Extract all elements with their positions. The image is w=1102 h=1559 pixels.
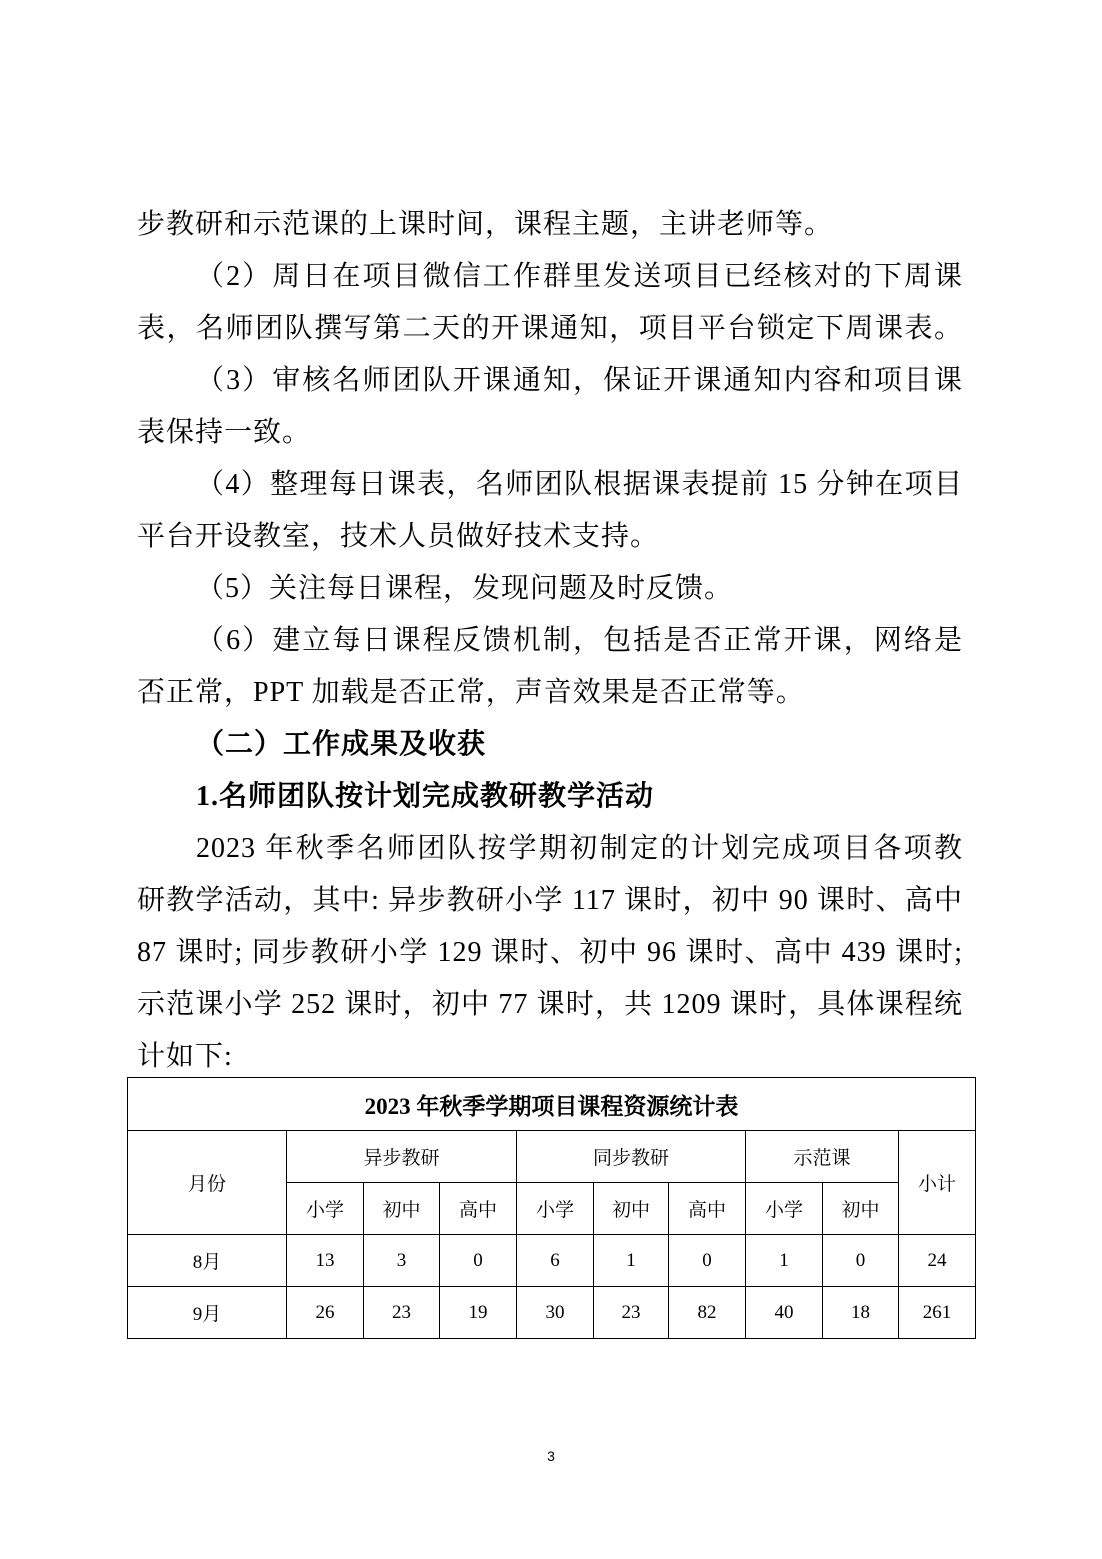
month-header: 月份 [128, 1131, 287, 1235]
paragraph-item-5 [137, 563, 963, 615]
level-header: 高中 [669, 1183, 746, 1235]
text-line: 2023 年秋季名师团队按学期初制定的计划完成项目各项教 [196, 833, 963, 864]
level-header: 小学 [517, 1183, 594, 1235]
section-heading: （二）工作成果及收获 [196, 729, 487, 760]
text-line: 研教学活动，其中: 异步教研小学 117 课时，初中 90 课时、高中 [137, 885, 963, 916]
paragraph-item-4 [137, 459, 963, 563]
value-cell: 0 [823, 1235, 899, 1287]
text-line: 示范课小学 252 课时，初中 77 课时，共 1209 课时，具体课程统 [137, 989, 963, 1020]
table-header-row [128, 1131, 976, 1183]
text-line: （4）整理每日课表，名师团队根据课表提前 15 分钟在项目 [196, 469, 963, 500]
page-number: 3 [547, 1448, 555, 1464]
text-line: 否正常，PPT 加载是否正常，声音效果是否正常等。 [137, 677, 805, 708]
value-cell: 82 [669, 1287, 746, 1339]
paragraph-item-3 [137, 355, 963, 459]
level-header: 初中 [364, 1183, 440, 1235]
paragraph-item-2 [137, 251, 963, 355]
paragraph-item-6 [137, 615, 963, 719]
table-row [128, 1287, 976, 1339]
level-header: 初中 [594, 1183, 669, 1235]
level-header: 初中 [823, 1183, 899, 1235]
value-cell: 26 [287, 1287, 364, 1339]
text-line: 87 课时; 同步教研小学 129 课时、初中 96 课时、高中 439 课时; [137, 937, 963, 968]
value-cell: 6 [517, 1235, 594, 1287]
subsection-heading: 1.名师团队按计划完成教研教学活动 [196, 781, 655, 812]
text-line: 步教研和示范课的上课时间，课程主题，主讲老师等。 [137, 209, 834, 240]
text-line: 计如下: [137, 1041, 233, 1072]
paragraph-continuation [137, 199, 963, 251]
course-statistics-table [127, 1077, 976, 1339]
value-cell: 23 [364, 1287, 440, 1339]
value-cell: 0 [669, 1235, 746, 1287]
level-header: 高中 [440, 1183, 517, 1235]
text-line: （2）周日在项目微信工作群里发送项目已经核对的下周课 [196, 261, 963, 292]
value-cell: 0 [440, 1235, 517, 1287]
subtotal-cell: 261 [899, 1287, 976, 1339]
text-line: 表，名师团队撰写第二天的开课通知，项目平台锁定下周课表。 [137, 313, 963, 344]
text-line: （3）审核名师团队开课通知，保证开课通知内容和项目课 [196, 365, 963, 396]
value-cell: 3 [364, 1235, 440, 1287]
value-cell: 40 [746, 1287, 823, 1339]
value-cell: 23 [594, 1287, 669, 1339]
table-title-row [128, 1078, 976, 1131]
month-cell: 8月 [128, 1235, 287, 1287]
text-line: （5）关注每日课程，发现问题及时反馈。 [196, 573, 734, 604]
level-header: 小学 [746, 1183, 823, 1235]
body-text [137, 199, 963, 1083]
group-header-demo-class: 示范课 [746, 1131, 899, 1183]
value-cell: 1 [746, 1235, 823, 1287]
value-cell: 13 [287, 1235, 364, 1287]
value-cell: 30 [517, 1287, 594, 1339]
text-line: （6）建立每日课程反馈机制，包括是否正常开课，网络是 [196, 625, 963, 656]
text-line: 平台开设教室，技术人员做好技术支持。 [137, 521, 660, 552]
table-row [128, 1235, 976, 1287]
table-title: 2023 年秋季学期项目课程资源统计表 [128, 1078, 976, 1131]
text-line: 表保持一致。 [137, 417, 312, 448]
month-cell: 9月 [128, 1287, 287, 1339]
value-cell: 18 [823, 1287, 899, 1339]
group-header-sync-research: 同步教研 [517, 1131, 746, 1183]
subtotal-header: 小计 [899, 1131, 976, 1235]
summary-paragraph [137, 823, 963, 1083]
subtotal-cell: 24 [899, 1235, 976, 1287]
group-header-async-research: 异步教研 [287, 1131, 517, 1183]
value-cell: 19 [440, 1287, 517, 1339]
level-header: 小学 [287, 1183, 364, 1235]
value-cell: 1 [594, 1235, 669, 1287]
